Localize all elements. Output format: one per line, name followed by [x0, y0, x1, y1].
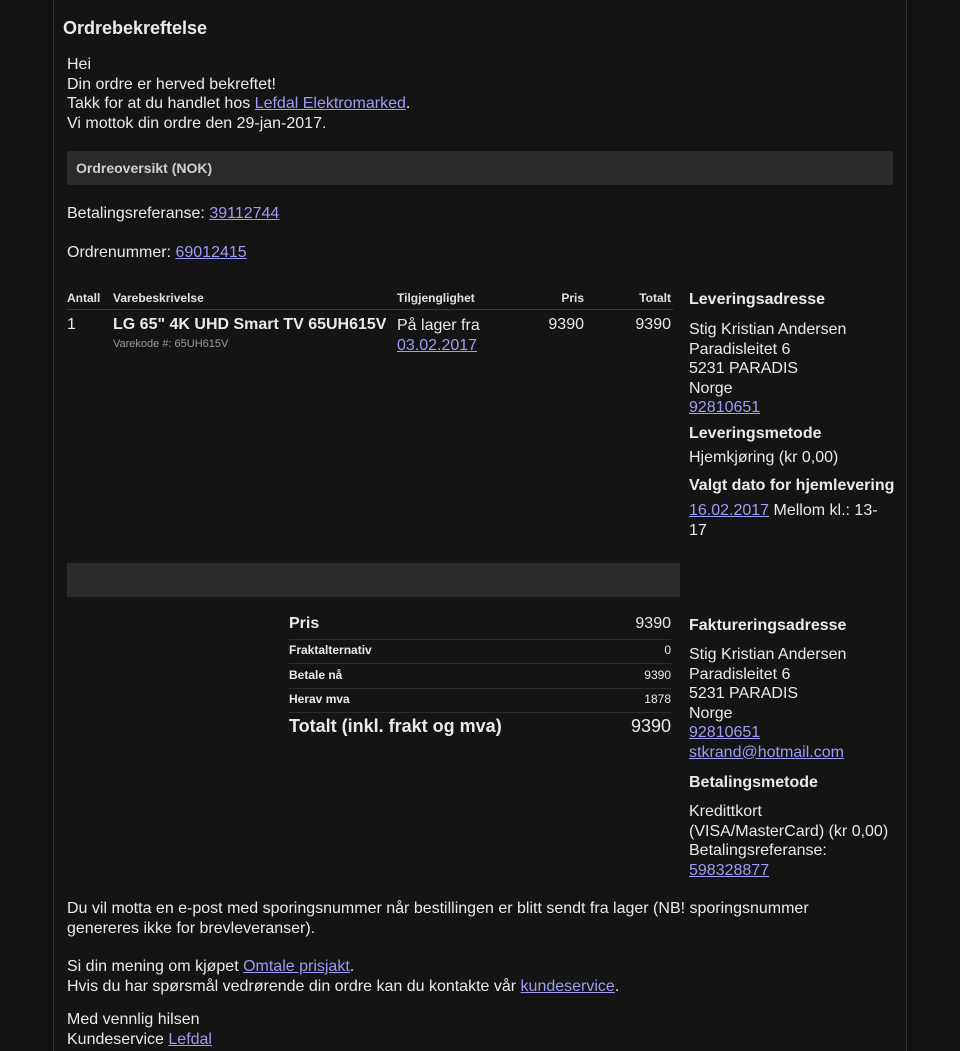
row-availability: På lager fra 03.02.2017	[397, 317, 480, 354]
table-header-divider	[67, 309, 673, 310]
payment-reference: Betalingsreferanse: 39112744	[67, 205, 280, 222]
store-link[interactable]: Lefdal Elektromarked	[254, 95, 406, 112]
page-title: Ordrebekreftelse	[63, 18, 208, 38]
customer-service-link[interactable]: kundeservice	[520, 977, 615, 995]
thanks-text: Takk for at du handlet hos Lefdal Elektromarked.	[67, 95, 411, 112]
row-product: LG 65" 4K UHD Smart TV 65UH615V	[113, 316, 387, 333]
tracking-info: Du vil motta en e-post med sporingsnummer når bestillingen er blitt sendt fra lager (NB! sporingsnummer genereres ikke for brevleveranser).	[67, 900, 809, 937]
col-header-price: Pris	[561, 291, 584, 305]
summary-price-row: Pris 9390	[289, 615, 671, 640]
order-number: Ordrenummer: 69012415	[67, 244, 247, 261]
col-header-total: Totalt	[639, 291, 671, 305]
row-qty: 1	[67, 316, 76, 333]
section-divider-bar	[67, 563, 680, 597]
intro-text	[67, 55, 410, 133]
summary-freight-row: Fraktalternativ 0	[289, 643, 671, 664]
delivery-address: Stig Kristian Andersen Paradisleitet 6 5231 PARADIS Norge 92810651	[689, 321, 847, 416]
billing-email-link[interactable]: stkrand@hotmail.com	[689, 743, 844, 761]
feedback-info: Si din mening om kjøpet Omtale prisjakt. Hvis du har spørsmål vedrørende din ordre kan du kontakte vår kundeservice.	[67, 958, 620, 995]
col-header-qty: Antall	[67, 291, 101, 305]
billing-phone-link[interactable]: 92810651	[689, 724, 761, 741]
signature: Med vennlig hilsen Kundeservice Lefdal	[67, 1011, 212, 1048]
payment-method-heading: Betalingsmetode	[689, 774, 818, 791]
delivery-date: 16.02.2017 Mellom kl.: 13- 17	[689, 502, 878, 539]
summary-total-row: Totalt (inkl. frakt og mva) 9390	[289, 716, 671, 736]
order-number-link[interactable]: 69012415	[175, 244, 247, 261]
delivery-heading: Leveringsadresse	[689, 291, 826, 308]
billing-heading: Faktureringsadresse	[689, 617, 847, 634]
billing-ref-link[interactable]: 598328877	[689, 861, 770, 879]
signature-store-link[interactable]: Lefdal	[168, 1030, 212, 1048]
delivery-method: Hjemkjøring (kr 0,00)	[689, 449, 839, 466]
row-price: 9390	[548, 316, 584, 333]
row-total: 9390	[635, 316, 671, 333]
col-header-description: Varebeskrivelse	[113, 291, 204, 305]
delivery-date-link[interactable]: 16.02.2017	[689, 502, 770, 519]
overview-bar	[67, 151, 893, 185]
billing-address: Stig Kristian Andersen Paradisleitet 6 5231 PARADIS Norge 92810651 stkrand@hotmail.com	[689, 646, 847, 761]
delivery-method-heading: Leveringsmetode	[689, 425, 822, 442]
summary-paynow-row: Betale nå 9390	[289, 668, 671, 689]
order-received-text: Vi mottok din ordre den 29-jan-2017.	[67, 114, 327, 132]
availability-date-link[interactable]: 03.02.2017	[397, 336, 478, 354]
confirmation-text: Din ordre er herved bekreftet!	[67, 75, 276, 93]
row-sku: Varekode #: 65UH615V	[113, 338, 229, 350]
delivery-phone-link[interactable]: 92810651	[689, 399, 761, 416]
overview-title: Ordreoversikt (NOK)	[76, 160, 213, 176]
col-header-availability: Tilgjenglighet	[397, 291, 475, 305]
payment-reference-link[interactable]: 39112744	[209, 205, 280, 222]
greeting: Hei	[67, 56, 92, 73]
summary-vat-row: Herav mva 1878	[289, 692, 671, 713]
payment-method: Kredittkort (VISA/MasterCard) (kr 0,00) Betalingsreferanse: 598328877	[689, 803, 889, 879]
review-link[interactable]: Omtale prisjakt	[243, 958, 350, 975]
delivery-date-heading: Valgt dato for hjemlevering	[689, 477, 895, 494]
